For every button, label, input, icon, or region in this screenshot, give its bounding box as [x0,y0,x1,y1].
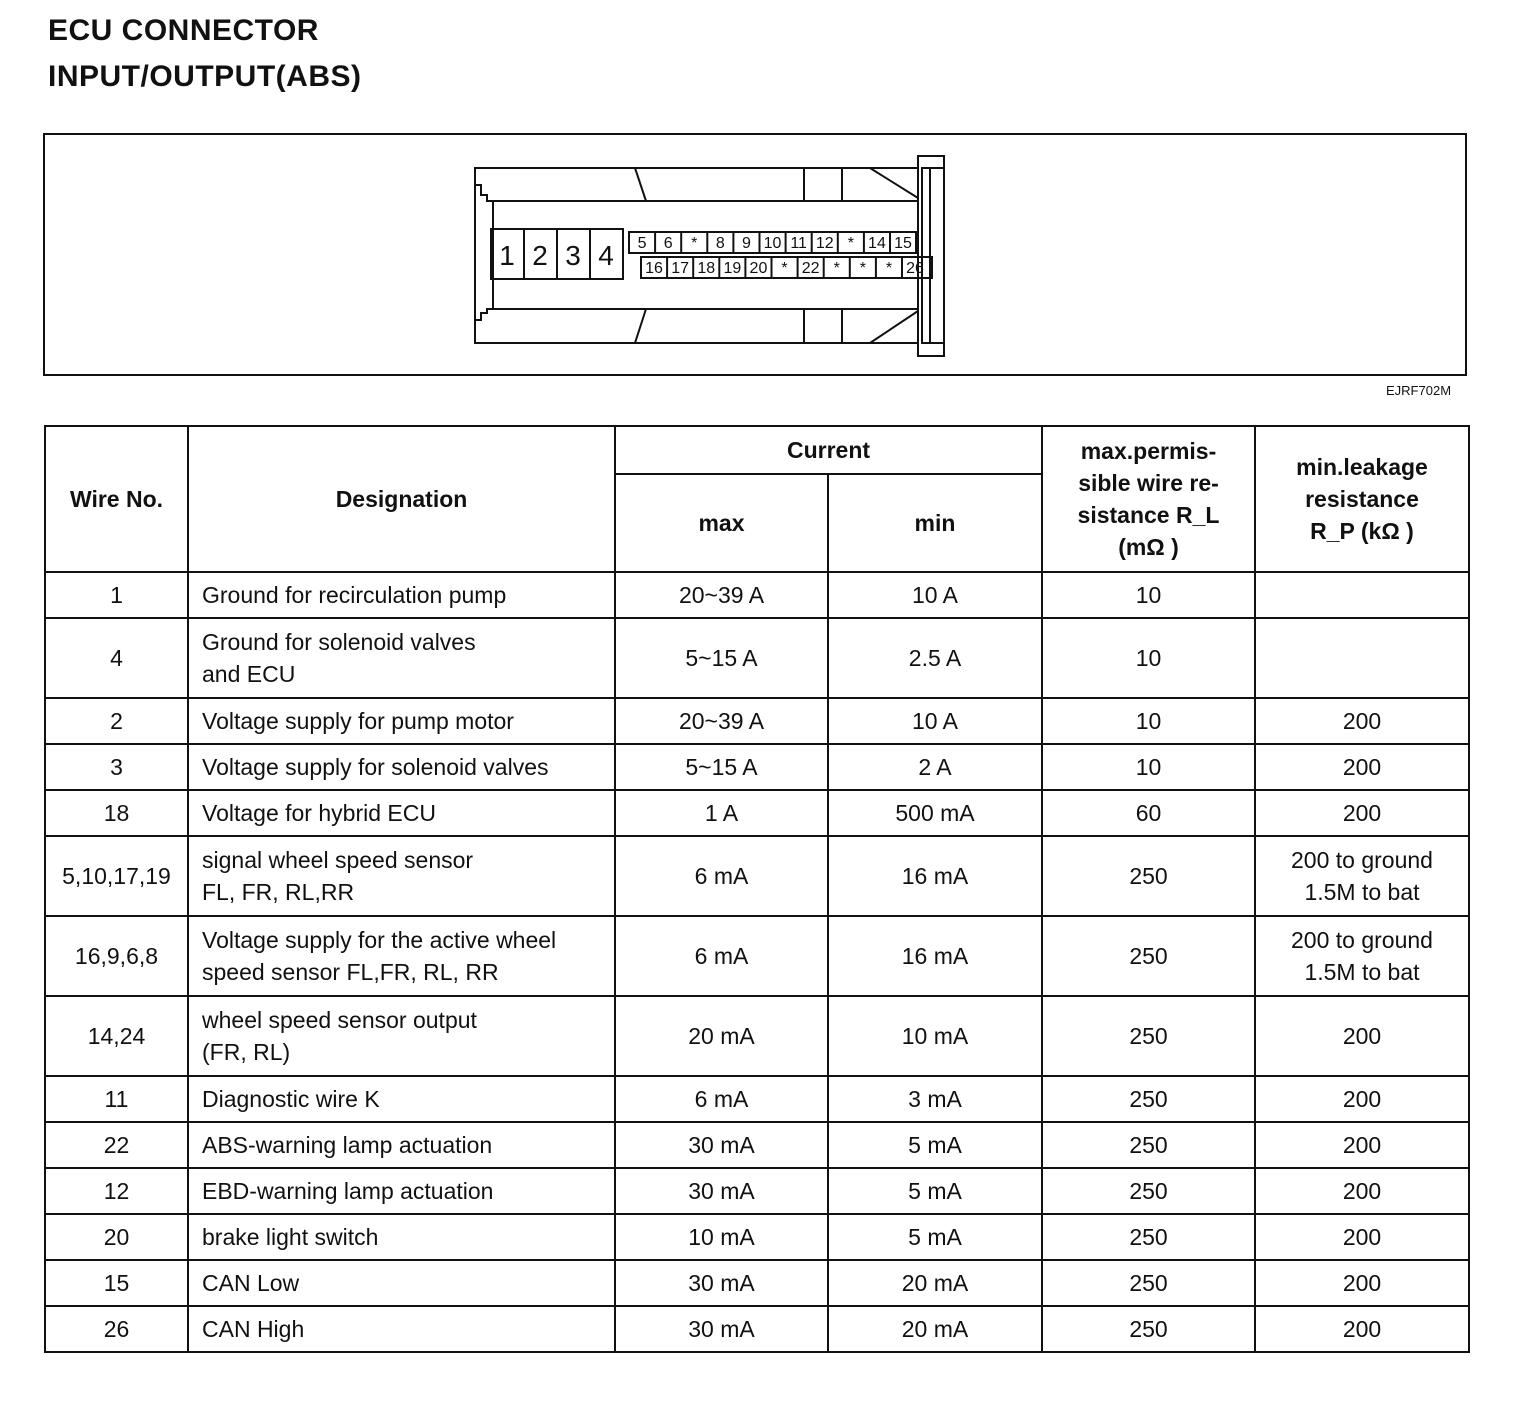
leakage-resistance-cell-line: 200 [1342,754,1382,780]
designation-cell-line: (FR, RL) [202,1039,291,1065]
current-min-cell: 16 mA [828,836,1042,916]
wire-resistance-cell: 250 [1042,916,1255,996]
connector-diagram [45,135,1465,374]
table-row [45,1306,1469,1352]
pin-label: * [885,260,893,277]
designation-cell [188,1168,615,1214]
leakage-resistance-cell-line: 200 [1342,1178,1382,1204]
designation-cell-line: Diagnostic wire K [202,1086,380,1112]
designation-cell-line: brake light switch [202,1224,379,1250]
leakage-resistance-cell-line: 200 to ground [1291,847,1433,873]
designation-cell [188,1214,615,1260]
wire-no-cell: 1 [45,572,188,618]
table-row [45,1168,1469,1214]
designation-cell-line: CAN Low [202,1270,300,1296]
pin-label: 22 [801,260,820,277]
wire-resistance-cell: 250 [1042,996,1255,1076]
pin-label: 15 [894,235,912,252]
current-max-cell: 30 mA [615,1306,828,1352]
wire-resistance-cell: 10 [1042,618,1255,698]
leakage-resistance-cell [1255,618,1469,698]
wire-resistance-cell: 10 [1042,572,1255,618]
designation-cell-line: wheel speed sensor output [202,1007,477,1033]
current-max-cell: 6 mA [615,1076,828,1122]
wire-resistance-cell: 250 [1042,1306,1255,1352]
current-min-cell: 16 mA [828,916,1042,996]
designation-cell [188,1122,615,1168]
pin-label: * [859,260,866,277]
page-title: ECU CONNECTOR [48,14,319,47]
table-row [45,836,1469,916]
current-max-cell: 6 mA [615,916,828,996]
designation-cell-line: signal wheel speed sensor [202,847,474,873]
wire-resistance-cell: 10 [1042,744,1255,790]
leakage-resistance-cell-line: 200 [1342,1086,1382,1112]
table-row [45,790,1469,836]
table-row [45,618,1469,698]
designation-cell [188,1260,615,1306]
wire-resistance-cell: 250 [1042,1076,1255,1122]
designation-cell-line: and ECU [202,661,296,687]
leakage-resistance-cell-line: 200 [1342,1270,1382,1296]
current-max-cell: 30 mA [615,1260,828,1306]
current-min-cell: 3 mA [828,1076,1042,1122]
header-leakage-resistance: min.leakage resistance R_P (kΩ ) [1255,426,1469,572]
pin-label: 5 [637,235,647,252]
designation-cell [188,916,615,996]
designation-cell [188,1306,615,1352]
page-subtitle: INPUT/OUTPUT(ABS) [48,60,362,93]
leakage-resistance-cell [1255,1168,1469,1214]
leakage-resistance-cell-line: 200 [1342,1224,1382,1250]
current-max-cell: 5~15 A [615,744,828,790]
table-row [45,996,1469,1076]
leakage-resistance-cell [1255,1122,1469,1168]
wire-no-cell: 14,24 [45,996,188,1076]
designation-cell-line: Ground for solenoid valves [202,629,476,655]
pin-label: 17 [671,260,690,277]
current-max-cell: 20~39 A [615,572,828,618]
wire-resistance-cell: 250 [1042,1122,1255,1168]
leakage-resistance-cell-line: 200 [1342,1023,1382,1049]
current-max-cell: 10 mA [615,1214,828,1260]
pin-label: * [833,260,840,277]
current-min-cell: 5 mA [828,1122,1042,1168]
pin-label: 6 [663,235,673,252]
pin-label: 14 [868,235,886,252]
designation-cell [188,996,615,1076]
wire-resistance-cell: 60 [1042,790,1255,836]
table-row [45,572,1469,618]
leakage-resistance-cell [1255,790,1469,836]
wire-no-cell: 11 [45,1076,188,1122]
header-current-max: max [615,474,828,572]
current-max-cell: 5~15 A [615,618,828,698]
leakage-resistance-cell [1255,1076,1469,1122]
current-min-cell: 500 mA [828,790,1042,836]
designation-cell-line: EBD-warning lamp actuation [202,1178,494,1204]
pin-label: 8 [715,235,725,252]
current-min-cell: 10 mA [828,996,1042,1076]
designation-cell [188,1076,615,1122]
designation-cell-line: Voltage supply for the active wheel [202,927,557,953]
wire-resistance-cell: 250 [1042,1260,1255,1306]
figure-code: EJRF702M [1386,383,1452,398]
designation-cell-line: ABS-warning lamp actuation [202,1132,493,1158]
current-max-cell: 30 mA [615,1122,828,1168]
wire-resistance-cell: 10 [1042,698,1255,744]
ecu-connector-table [44,425,1470,1353]
pin-label: 10 [763,235,782,252]
designation-cell-line: CAN High [202,1316,305,1342]
wire-no-cell: 5,10,17,19 [45,836,188,916]
leakage-resistance-cell [1255,996,1469,1076]
leakage-resistance-cell [1255,1214,1469,1260]
leakage-resistance-cell [1255,698,1469,744]
designation-cell [188,618,615,698]
current-min-cell: 5 mA [828,1214,1042,1260]
wire-no-cell: 4 [45,618,188,698]
designation-cell-line: Voltage supply for solenoid valves [202,754,549,780]
leakage-resistance-cell-line: 200 [1342,800,1382,826]
leakage-resistance-cell-line: 200 to ground [1291,927,1433,953]
header-wire-no: Wire No. [45,426,188,572]
pin-label: 18 [697,260,716,277]
leakage-resistance-cell-line: 1.5M to bat [1304,879,1420,905]
wire-no-cell: 2 [45,698,188,744]
table-row [45,1076,1469,1122]
wire-no-cell: 15 [45,1260,188,1306]
leakage-resistance-cell [1255,836,1469,916]
header-current-min: min [828,474,1042,572]
current-min-cell: 2 A [828,744,1042,790]
leakage-resistance-cell [1255,572,1469,618]
current-max-cell: 30 mA [615,1168,828,1214]
table-row [45,744,1469,790]
table-row [45,1260,1469,1306]
wire-no-cell: 22 [45,1122,188,1168]
pin-label: 26 [906,260,924,277]
wire-no-cell: 18 [45,790,188,836]
wire-resistance-cell: 250 [1042,1168,1255,1214]
wire-no-cell: 20 [45,1214,188,1260]
pin-label: * [847,235,854,252]
leakage-resistance-cell-line: 200 [1342,708,1382,734]
leakage-resistance-cell-line: 200 [1342,1316,1382,1342]
current-max-cell: 20 mA [615,996,828,1076]
connector-diagram-frame [43,133,1467,376]
leakage-resistance-cell [1255,1306,1469,1352]
designation-cell [188,744,615,790]
designation-cell-line: FL, FR, RL,RR [202,879,355,905]
current-min-cell: 20 mA [828,1260,1042,1306]
pin-label: 12 [815,235,834,252]
designation-cell-line: Ground for recirculation pump [202,582,507,608]
current-min-cell: 10 A [828,572,1042,618]
table-row [45,916,1469,996]
wire-no-cell: 12 [45,1168,188,1214]
wire-no-cell: 16,9,6,8 [45,916,188,996]
pin-label: 2 [532,240,548,271]
pin-label: 1 [499,240,515,271]
current-min-cell: 2.5 A [828,618,1042,698]
wire-resistance-cell: 250 [1042,1214,1255,1260]
leakage-resistance-cell [1255,916,1469,996]
header-designation: Designation [188,426,615,572]
designation-cell [188,698,615,744]
wire-no-cell: 3 [45,744,188,790]
leakage-resistance-cell [1255,1260,1469,1306]
pin-label: 11 [790,235,807,252]
designation-cell-line: Voltage for hybrid ECU [202,800,436,826]
header-current: Current [615,426,1042,474]
pin-label: 3 [565,240,581,271]
designation-cell-line: Voltage supply for pump motor [202,708,514,734]
header-wire-resistance: max.permis- sible wire re- sistance R_L (mΩ ) [1042,426,1255,572]
designation-cell-line: speed sensor FL,FR, RL, RR [202,959,499,985]
table-body [45,572,1469,1352]
current-max-cell: 6 mA [615,836,828,916]
pin-label: 9 [741,235,751,252]
pin-label: 20 [749,260,768,277]
current-min-cell: 5 mA [828,1168,1042,1214]
leakage-resistance-cell [1255,744,1469,790]
designation-cell [188,572,615,618]
pin-label: * [691,235,698,252]
pin-label: * [781,260,788,277]
wire-resistance-cell: 250 [1042,836,1255,916]
designation-cell [188,836,615,916]
leakage-resistance-cell-line: 1.5M to bat [1304,959,1420,985]
leakage-resistance-cell-line: 200 [1342,1132,1382,1158]
pin-label: 19 [723,260,742,277]
designation-cell [188,790,615,836]
current-max-cell: 20~39 A [615,698,828,744]
wire-no-cell: 26 [45,1306,188,1352]
table-row [45,1214,1469,1260]
pin-label: 4 [598,240,614,271]
current-max-cell: 1 A [615,790,828,836]
pin-label: 16 [645,260,663,277]
table-row [45,698,1469,744]
table-row [45,1122,1469,1168]
current-min-cell: 10 A [828,698,1042,744]
current-min-cell: 20 mA [828,1306,1042,1352]
